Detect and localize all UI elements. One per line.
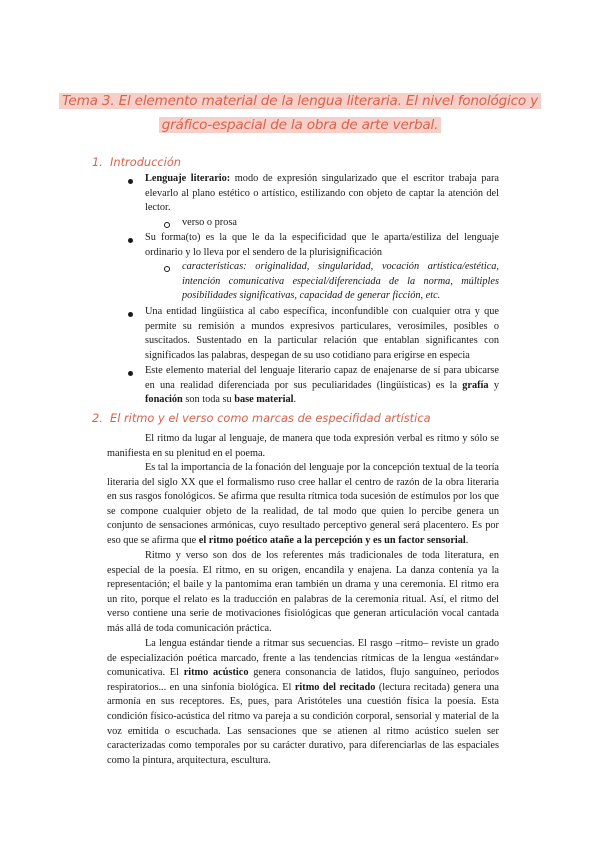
sub-bullet-caracteristicas: características: originalidad, singularidad, vocación artística/estética, intención comunicativa especial/diferenciada de la norma, múltiples posibilidades significativas, capacidad de generar ficción, etc. [182, 261, 499, 302]
bullet-4-text-c: son toda su [182, 394, 235, 406]
section-1-number: 1. [92, 155, 103, 169]
section-2-title: El ritmo y el verso como marcas de especifidad artística [110, 411, 431, 425]
bullet-forma: Su forma(to) es la que le da la especificidad que le aparta/estiliza del lenguaje ordinario y lo lleva por el sendero de la plurisignificación [145, 232, 499, 258]
paragraph-4-text-c: (lectura recitada) genera una armonía en sus receptores. Es, pues, para Aristóteles una cuestión física la poesía. Esta condición físico-acústica del ritmo va pareja a su condición corporal, sensorial y material de la voz emitida o escuchada. Las sensaciones que se atienen al ritmo acústico suelen ser caracterizadas como temporales por su carácter durativo, para diferenciarlas de las espaciales como la pintura, arquitectura, escultura. [107, 681, 499, 766]
term-ritmo-acustico: ritmo acústico [183, 667, 249, 679]
bullet-icon [128, 312, 133, 317]
paragraph-fonacion [107, 461, 499, 549]
emphasis-ritmo-poetico: el ritmo poético atañe a la percepción y es un factor sensorial [198, 534, 466, 546]
paragraph-ritmo-lenguaje: El ritmo da lugar al lenguaje, de manera que toda expresión verbal es ritmo y sólo se manifiesta en su plenitud en el poema. [107, 433, 499, 459]
paragraph-4-text-b: genera consonancia de latidos, flujo sanguíneo, periodos respiratorios... en una sinfonía biológica. El [107, 667, 499, 693]
section-1-title: Introducción [110, 155, 182, 169]
section-2-number: 2. [92, 411, 103, 425]
bullet-lenguaje-literario [145, 172, 499, 216]
term-fonacion: fonación [145, 394, 183, 406]
paragraph-ritmo-verso: Ritmo y verso son dos de los referentes más tradicionales de toda literatura, en especial de la poesía. El ritmo, en su origen, encandila y enajena. La danza contenía ya la representación; el baile y la pantomima eran también un drama y una ceremonia. El ritmo era un rito, porque el relato es la traducción en palabras de la ceremonia ritual. Así, el ritmo del verso contiene una serie de motivaciones fisiológicas que generan articulación vocal cantada más allá de toda comunicación práctica. [107, 550, 499, 634]
bullet-4-text-a: Este elemento material del lenguaje literario capaz de enajenarse de sí para ubicarse en una realidad diferenciada por sus peculiaridades (lingüísticas) es la [145, 365, 499, 391]
term-ritmo-recitado: ritmo del recitado [294, 681, 376, 693]
document-title-line-2 [0, 116, 600, 134]
bullet-entidad-linguistica: Una entidad lingüística al cabo específica, inconfundible con cualquier otra y que permite su remisión a mundos expresivos particulares, verosímiles, posibles o suscitados. Sustentado en la particular relación que entablan significantes con significados las palabras, despegan de su uso cotidiano para erigirse en especia [145, 306, 499, 361]
bullet-elemento-material [145, 364, 499, 408]
term-grafia: grafía [462, 379, 489, 391]
sub-bullet-icon [164, 266, 170, 272]
section-2-heading [92, 411, 431, 425]
section-1-heading [92, 155, 181, 169]
bullet-1-text: modo de expresión singularizado que el escritor trabaja para elevarlo al plano estético o artístico, estilizando con objeto de captar la atención del lector. [145, 173, 499, 214]
paragraph-2-text-a: Es tal la importancia de la fonación del lenguaje por la concepción textual de la teoría literaria del siglo XX que el formalismo ruso cree hallar el centro de razón de la obra literaria en sus rasgos fonológicos. Se afirma que resulta rítmica toda sucesión de estímulos por los que se compone cualquier objeto de la realidad, de tal modo que quien lo percibe genera un conjunto de sensaciones armónicas, cuyo resultado perceptivo general será placentero. Es por eso que se afirma que [107, 462, 499, 546]
term-lenguaje-literario: Lenguaje literario: [145, 173, 231, 184]
bullet-icon [128, 179, 133, 184]
bullet-icon [128, 371, 133, 376]
title-text-1: Tema 3. El elemento material de la lengua literaria. El nivel fonológico y [59, 93, 541, 109]
document-title-line-1 [0, 92, 600, 110]
bullet-4-text-d: . [293, 394, 297, 406]
sub-bullet-verso-prosa: verso o prosa [182, 217, 237, 228]
sub-bullet-icon [164, 222, 170, 228]
paragraph-lengua-estandar [107, 637, 499, 768]
bullet-4-text-b: y [488, 379, 499, 391]
bullet-icon [128, 238, 133, 243]
paragraph-4-text-a: La lengua estándar tiende a ritmar sus secuencias. El rasgo –ritmo– reviste un grado de especialización poética marcado, frente a las tendencias rítmicas de la lengua «estándar» comunicativa. El [107, 638, 499, 679]
title-text-2: gráfico-espacial de la obra de arte verbal. [159, 117, 442, 133]
term-base-material: base material [234, 394, 294, 406]
paragraph-2-text-b: . [465, 534, 469, 546]
